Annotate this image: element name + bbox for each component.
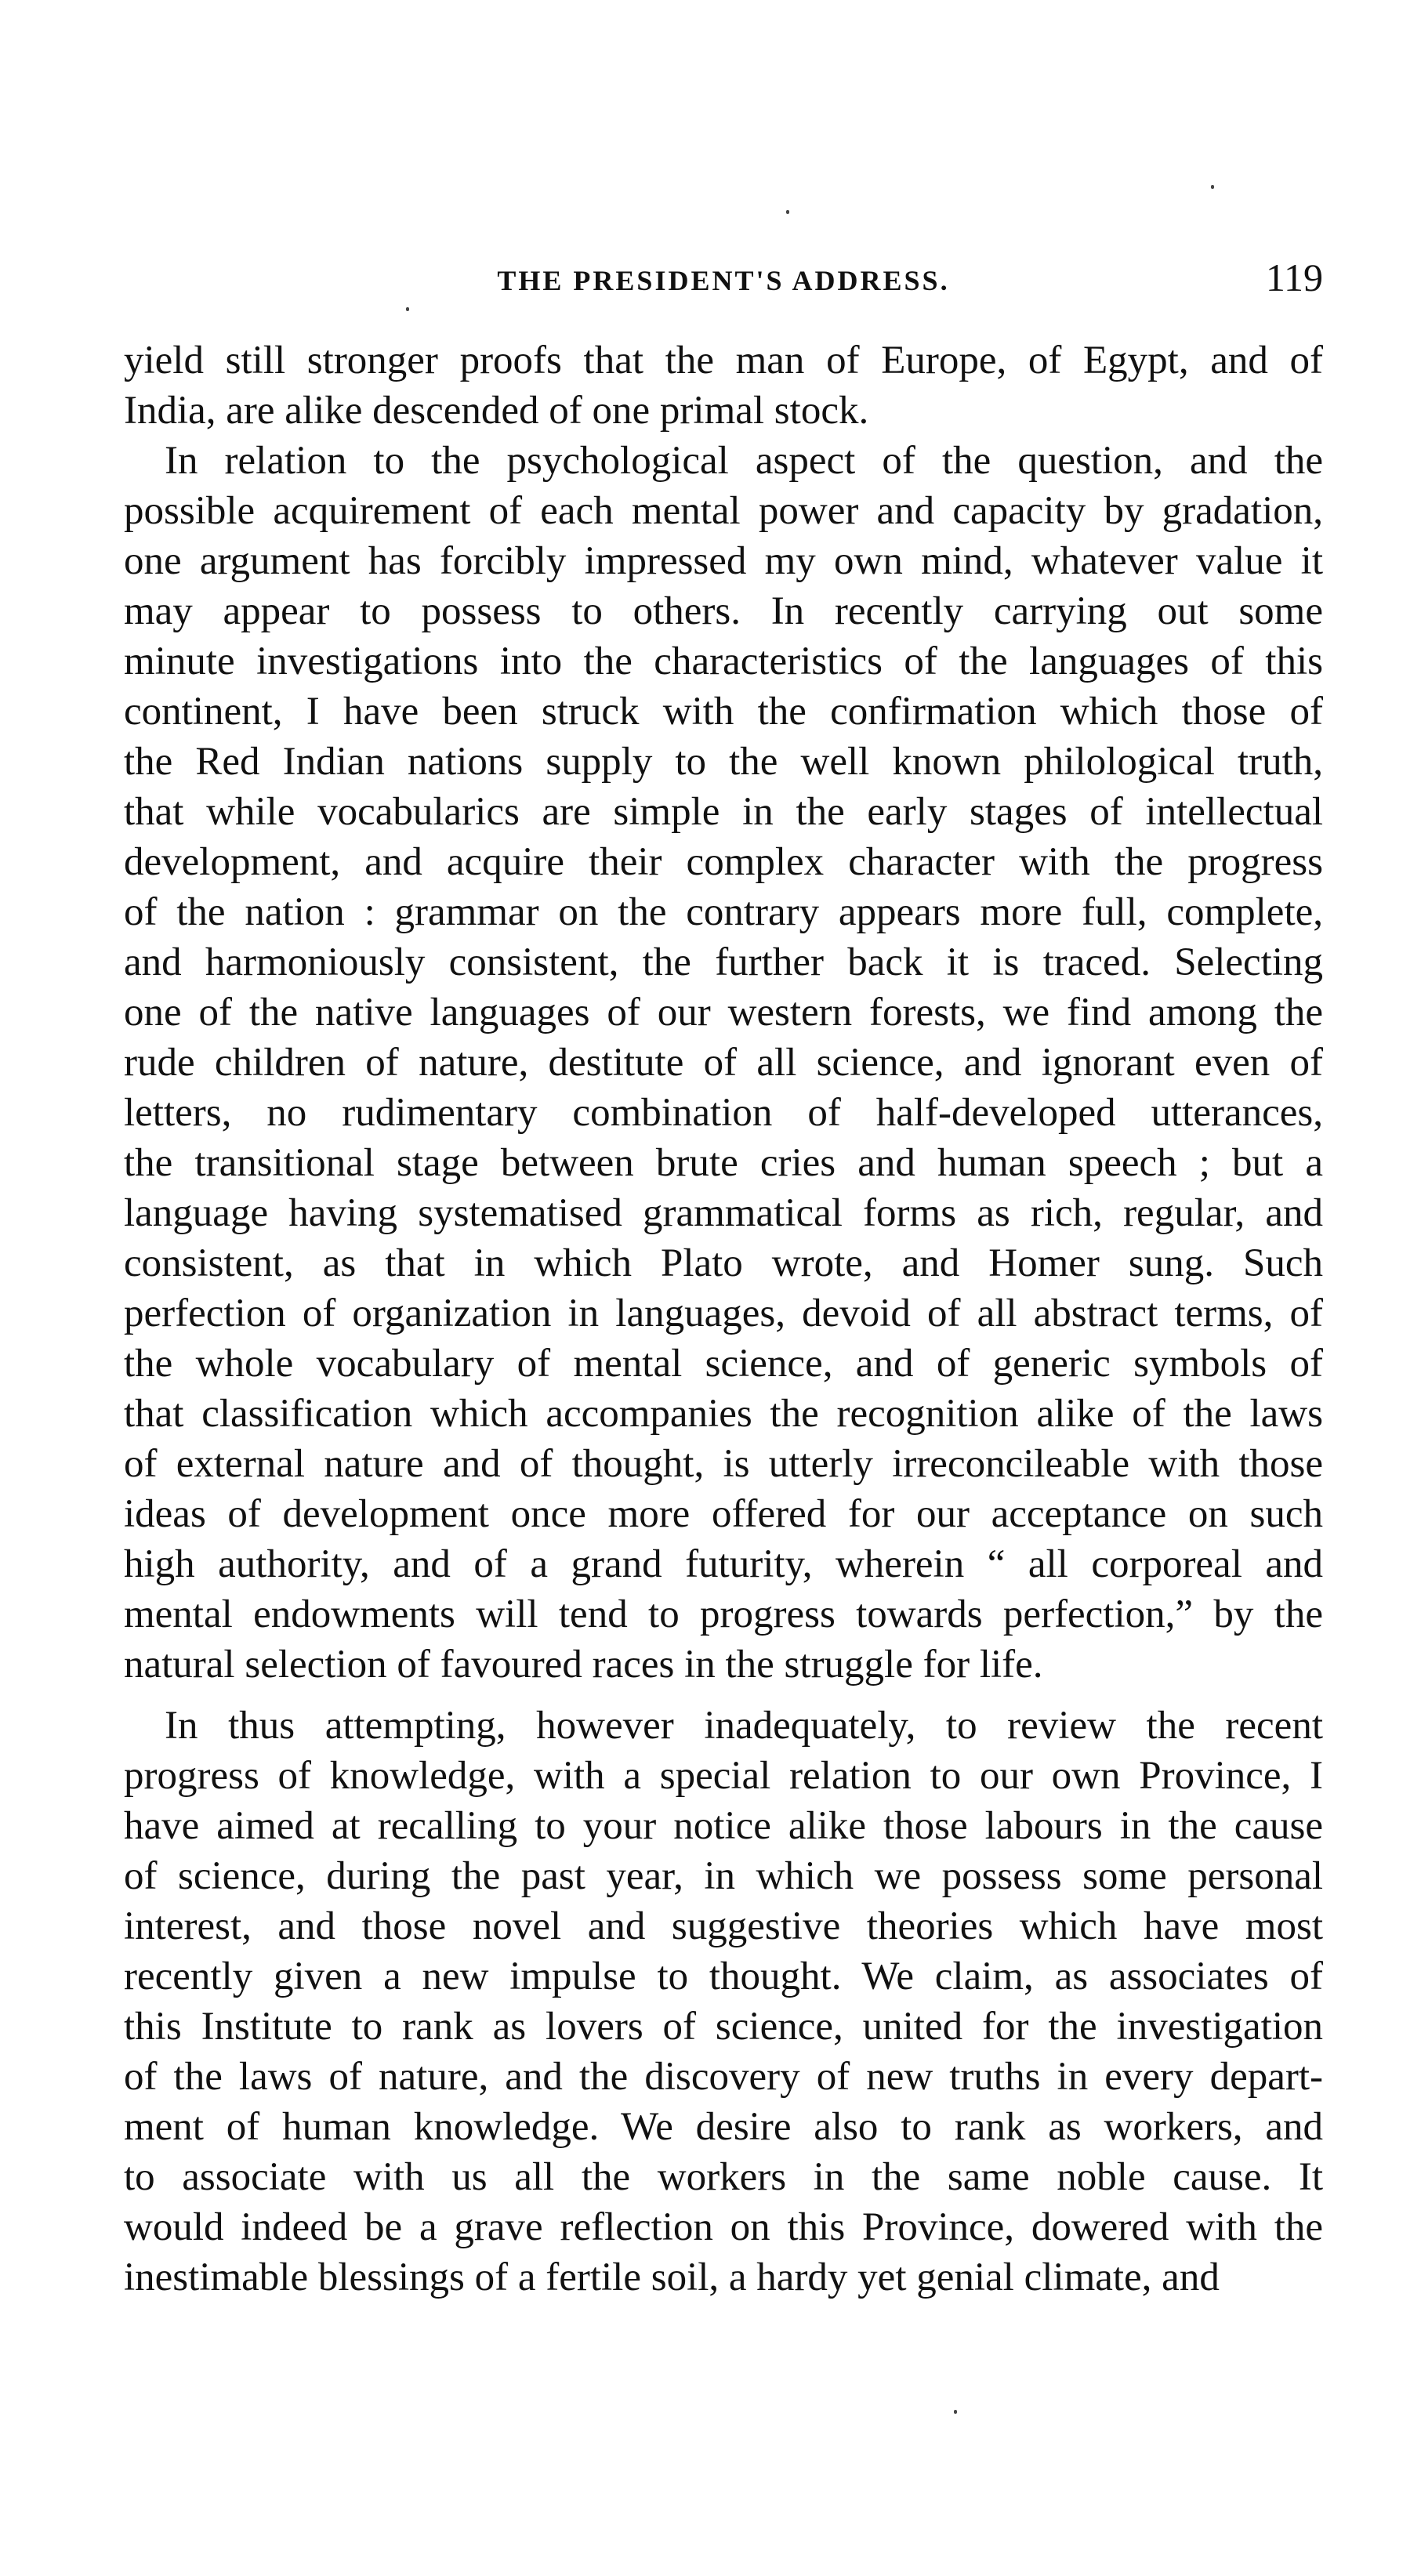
text-line: minute investigations into the characteristics of the languages of this (124, 639, 1323, 683)
text-line: progress of knowledge, with a special relation to our own Province, I (124, 1754, 1323, 1798)
paragraph (124, 335, 1323, 436)
text-line: may appear to possess to others. In recently carrying out some (124, 589, 1323, 633)
text-line: India, are alike descended of one primal stock. (124, 389, 869, 433)
text-line: perfection of organization in languages, devoid of all abstract terms, of (124, 1292, 1323, 1335)
text-line: letters, no rudimentary combination of half-developed utterances, (124, 1091, 1323, 1135)
body-text (124, 335, 1323, 2302)
text-line: of science, during the past year, in which we possess some personal (124, 1854, 1323, 1898)
text-line: interest, and those novel and suggestive theories which have most (124, 1904, 1323, 1948)
text-line: that while vocabularics are simple in the early stages of intellectual (124, 790, 1323, 834)
text-line: ment of human knowledge. We desire also to rank as workers, and (124, 2105, 1323, 2149)
text-line: would indeed be a grave reflection on this Province, dowered with the (124, 2205, 1323, 2249)
text-line: of the laws of nature, and the discovery of new truths in every depart- (124, 2055, 1323, 2099)
text-line: mental endowments will tend to progress towards perfection,” by the (124, 1592, 1323, 1636)
text-line: possible acquirement of each mental power and capacity by gradation, (124, 489, 1323, 533)
print-speck (1211, 185, 1214, 189)
text-line: one of the native languages of our western forests, we find among the (124, 991, 1323, 1034)
print-speck (786, 210, 789, 214)
text-line: one argument has forcibly impressed my own mind, whatever value it (124, 539, 1323, 583)
paragraph (124, 436, 1323, 1690)
text-line: that classification which accompanies the recognition alike of the laws (124, 1392, 1323, 1436)
text-line: In relation to the psychological aspect of the question, and the (165, 439, 1323, 483)
text-line: the whole vocabulary of mental science, and of generic symbols of (124, 1342, 1323, 1386)
text-line: ideas of development once more offered for our acceptance on such (124, 1492, 1323, 1536)
text-line: the transitional stage between brute cries and human speech ; but a (124, 1141, 1323, 1185)
text-line: development, and acquire their complex character with the progress (124, 840, 1323, 884)
running-title: THE PRESIDENT'S ADDRESS. (497, 265, 950, 296)
text-line: have aimed at recalling to your notice alike those labours in the cause (124, 1804, 1323, 1848)
running-head (124, 255, 1323, 310)
page-number: 119 (1265, 255, 1323, 299)
print-speck (954, 2410, 957, 2414)
paragraph-gap (124, 1690, 1323, 1701)
text-line: yield still stronger proofs that the man of Europe, of Egypt, and of (124, 339, 1323, 382)
text-line: natural selection of favoured races in the struggle for life. (124, 1643, 1043, 1687)
text-line: In thus attempting, however inadequately, to review the recent (165, 1704, 1323, 1748)
text-line: language having systematised grammatical forms as rich, regular, and (124, 1191, 1323, 1235)
text-line: to associate with us all the workers in the same noble cause. It (124, 2155, 1323, 2199)
text-line: and harmoniously consistent, the further back it is traced. Selecting (124, 940, 1323, 984)
text-line: of external nature and of thought, is utterly irreconcileable with those (124, 1442, 1323, 1486)
text-line: this Institute to rank as lovers of science, united for the investigation (124, 2005, 1323, 2049)
text-line: of the nation : grammar on the contrary appears more full, complete, (124, 890, 1323, 934)
text-line: rude children of nature, destitute of all science, and ignorant even of (124, 1041, 1323, 1085)
text-line: the Red Indian nations supply to the well known philological truth, (124, 740, 1323, 784)
text-line: consistent, as that in which Plato wrote, and Homer sung. Such (124, 1241, 1323, 1285)
text-line: recently given a new impulse to thought. We claim, as associates of (124, 1955, 1323, 1998)
text-line: inestimable blessings of a fertile soil, a hardy yet genial climate, and (124, 2255, 1220, 2299)
paragraph (124, 1701, 1323, 2302)
text-line: high authority, and of a grand futurity, wherein “ all corporeal and (124, 1542, 1323, 1586)
text-line: continent, I have been struck with the confirmation which those of (124, 690, 1323, 734)
